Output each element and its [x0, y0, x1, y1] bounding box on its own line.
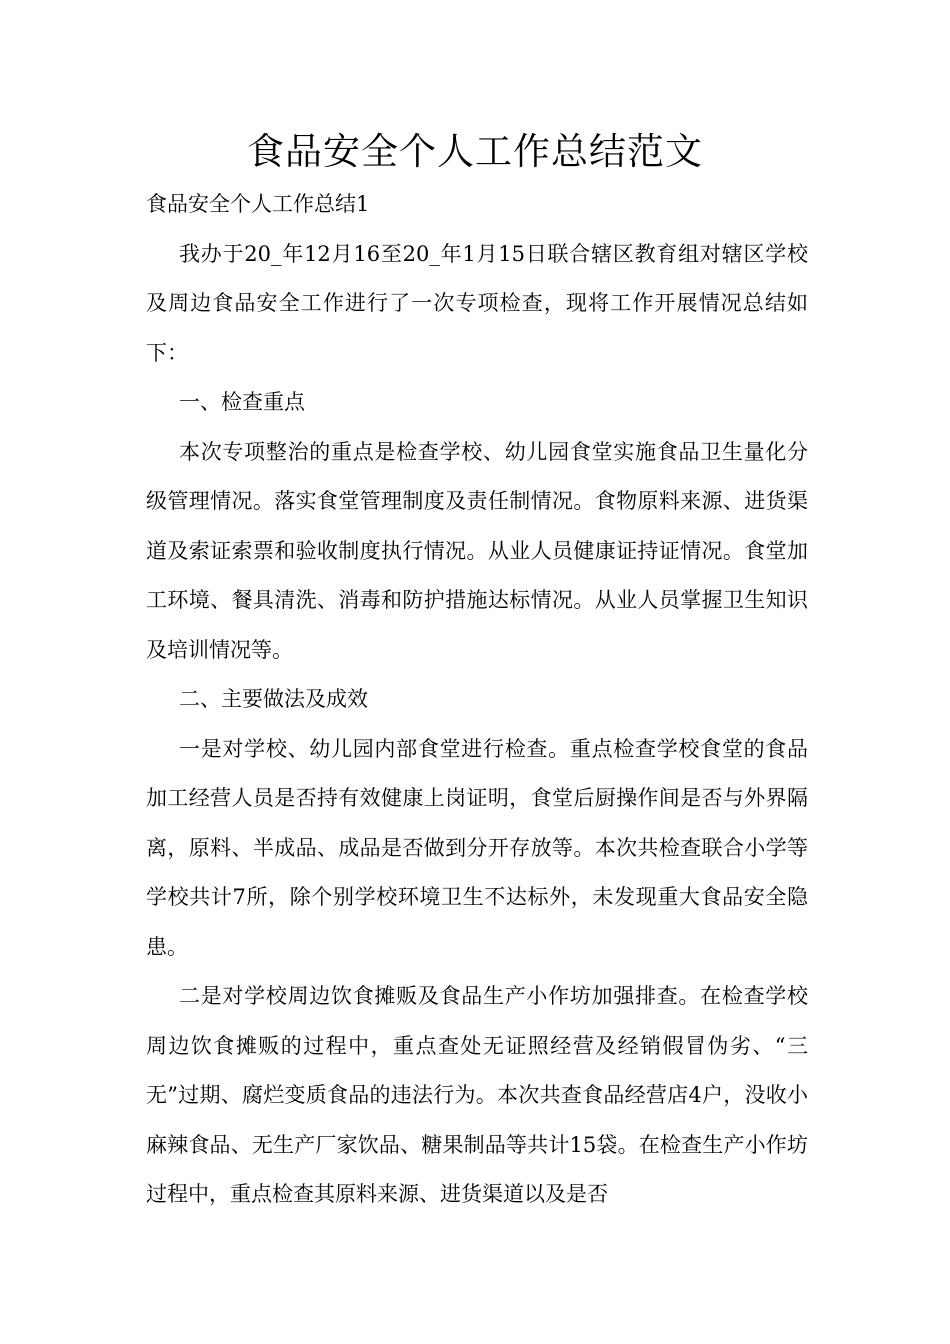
- canteen-inspection-paragraph: 一是对学校、幼儿园内部食堂进行检查。重点检查学校食堂的食品加工经营人员是否持有效健康上岗证明，食堂后厨操作间是否与外界隔离，原料、半成品、成品是否做到分开存放等。本次共检查联合小学等学校共计7所，除个别学校环境卫生不达标外，未发现重大食品安全隐患。: [146, 736, 808, 959]
- document-title: 食品安全个人工作总结范文: [247, 130, 703, 173]
- intro-paragraph: 我办于20_年12月16至20_年1月15日联合辖区教育组对辖区学校及周边食品安全工作进行了一次专项检查，现将工作开展情况总结如下：: [146, 241, 808, 365]
- section-heading-main-measures: 二、主要做法及成效: [179, 687, 368, 711]
- document-subtitle: 食品安全个人工作总结1: [146, 192, 370, 216]
- inspection-focus-paragraph: 本次专项整治的重点是检查学校、幼儿园食堂实施食品卫生量化分级管理情况。落实食堂管理制度及责任制情况。食物原料来源、进货渠道及索证索票和验收制度执行情况。从业人员健康证持证情况。食堂加工环境、餐具清洗、消毒和防护措施达标情况。从业人员掌握卫生知识及培训情况等。: [146, 439, 808, 662]
- section-heading-inspection-focus: 一、检查重点: [179, 390, 305, 414]
- document-body: [146, 180, 808, 1220]
- vendor-inspection-paragraph: 二是对学校周边饮食摊贩及食品生产小作坊加强排查。在检查学校周边饮食摊贩的过程中，重点查处无证照经营及经销假冒伪劣、“三无”过期、腐烂变质食品的违法行为。本次共查食品经营店4户，没收小麻辣食品、无生产厂家饮品、糖果制品等共计15袋。在检查生产小作坊过程中，重点检查其原料来源、进货渠道以及是否: [146, 984, 808, 1206]
